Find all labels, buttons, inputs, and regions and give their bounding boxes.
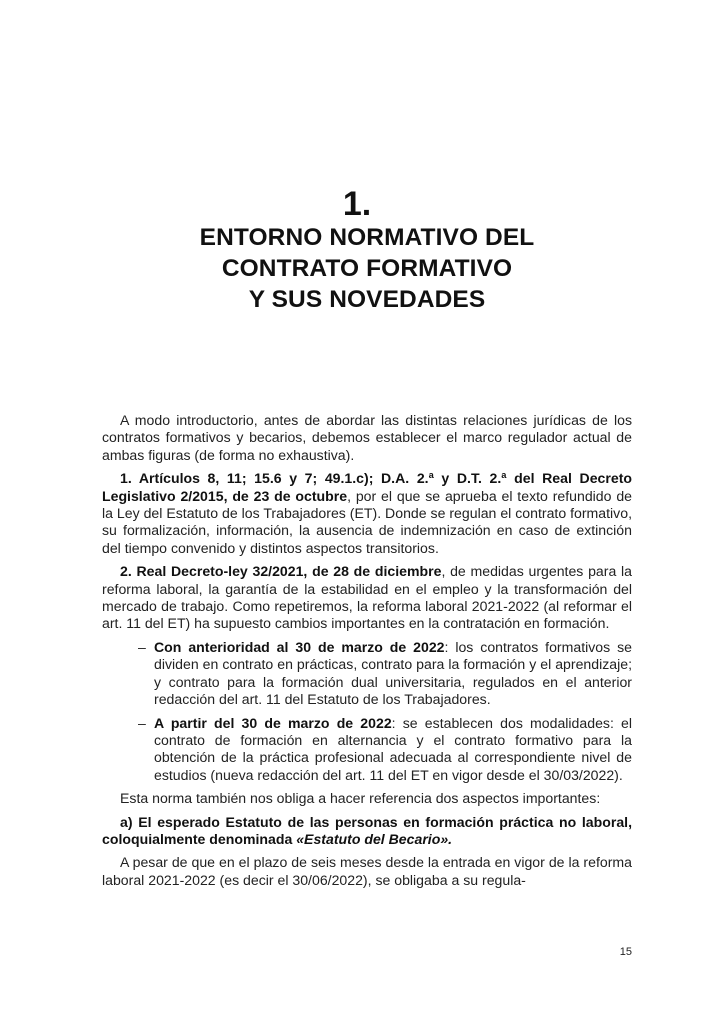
- item-2-text: , de medidas urgentes para la reforma laboral, la garantía de la estabilidad en el empleo y la transformación del mercado de trabajo. Como repetiremos, la reforma laboral 2021-2022 (al reformar el art. 11 del ET) ha supuesto cambios importantes en la contratación en formación.: [102, 563, 632, 632]
- chapter-title-line: ENTORNO NORMATIVO DEL: [199, 224, 535, 251]
- dash-bullet: –: [138, 638, 146, 655]
- chapter-title-line: Y SUS NOVEDADES: [248, 286, 486, 313]
- list-item: [102, 715, 632, 785]
- chapter-title-line: CONTRATO FORMATIVO: [221, 255, 513, 282]
- list-item-text: : se establecen dos modalidades: el contrato de formación en alternancia y el contrato formativo para la obtención de la práctica profesional adecuada al correspondiente nivel de estudios (nueva redacción del art. 11 del ET en vigor desde el 30/03/2022).: [154, 714, 633, 783]
- item-1-reference: 1. Artículos 8, 11; 15.6 y 7; 49.1.c); D.A. 2.ª y D.T. 2.ª del Real Decreto Legislativo 2/2015, de 23 de octubre: [102, 470, 632, 504]
- chapter-title: [0, 222, 714, 315]
- subheading-paragraph: [102, 814, 632, 849]
- item-2-paragraph: [102, 563, 632, 633]
- item-1-text: , por el que se aprueba el texto refundido de la Ley del Estatuto de los Trabajadores (ET). Donde se regulan el contrato formativo, su formalización, información, la ausencia de indemnización en caso de extinción del tiempo convenido y distintos aspectos transitorios.: [102, 487, 632, 556]
- closing-paragraph: A pesar de que en el plazo de seis meses desde la entrada en vigor de la reforma laboral 2021-2022 (es decir el 30/06/2022), se obligaba a su regula-: [102, 854, 632, 888]
- subheading-italic: «Estatuto del Becario».: [296, 830, 453, 847]
- list-item-text: : los contratos formativos se dividen en contrato en prácticas, contrato para la formación y el aprendizaje; y contrato para la formación dual universitaria, regulados en el anterior redacción del art. 11 del Estatuto de los Trabajadores.: [154, 638, 632, 708]
- list-item-heading: Con anterioridad al 30 de marzo de 2022: [154, 638, 445, 655]
- modalities-list: [102, 639, 632, 784]
- chapter-number: 1.: [342, 185, 372, 223]
- list-item: [102, 639, 632, 709]
- item-1-paragraph: [102, 470, 632, 557]
- dash-bullet: –: [138, 714, 146, 731]
- page-number: 15: [619, 946, 632, 958]
- list-item-heading: A partir del 30 de marzo de 2022: [154, 714, 392, 731]
- item-2-reference: 2. Real Decreto-ley 32/2021, de 28 de diciembre: [120, 563, 442, 580]
- note-paragraph: Esta norma también nos obliga a hacer referencia dos aspectos importantes:: [120, 790, 601, 807]
- subheading-text: a) El esperado Estatuto de las personas en formación práctica no laboral, coloquialmente denominada: [102, 813, 632, 847]
- body-text: [102, 412, 632, 889]
- intro-paragraph: A modo introductorio, antes de abordar las distintas relaciones jurídicas de los contratos formativos y becarios, debemos establecer el marco regulador actual de ambas figuras (de forma no exhaustiva).: [102, 412, 632, 463]
